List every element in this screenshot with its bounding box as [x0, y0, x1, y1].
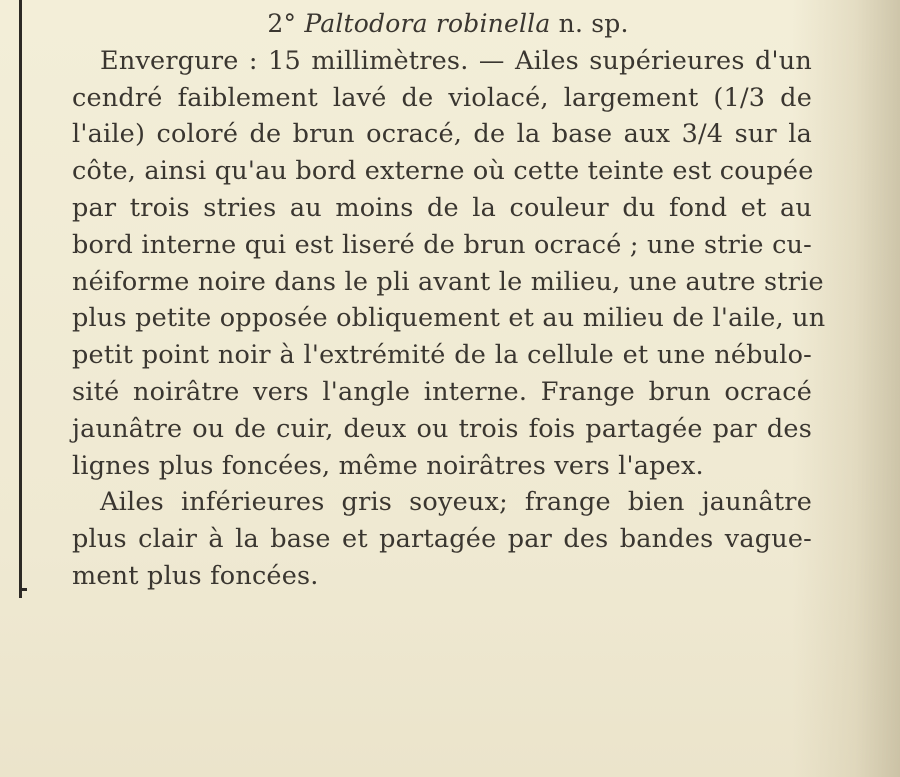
text-line: jaunâtre ou de cuir, deux ou trois fois partagée par des	[72, 413, 812, 444]
text-block	[44, 6, 826, 595]
paragraph-forewings	[44, 43, 826, 485]
heading-species-name: Paltodora robinella	[304, 9, 551, 38]
text-line: par trois stries au moins de la couleur du fond et au	[72, 192, 812, 223]
heading-number: 2°	[267, 9, 297, 38]
left-margin-rule-tick	[19, 588, 27, 591]
text-line: ment plus foncées.	[72, 560, 319, 591]
left-margin-rule	[19, 0, 22, 598]
text-line: lignes plus foncées, même noirâtres vers l'apex.	[72, 450, 704, 481]
text-line: néiforme noire dans le pli avant le milieu, une autre strie	[72, 266, 824, 297]
species-heading	[44, 6, 812, 43]
paragraph-hindwings	[44, 484, 812, 594]
text-line: cendré faiblement lavé de violacé, largement (1/3 de	[72, 82, 812, 113]
heading-suffix: n. sp.	[558, 9, 629, 38]
text-line: côte, ainsi qu'au bord externe où cette teinte est coupée	[72, 156, 814, 187]
text-line: plus petite opposée obliquement et au milieu de l'aile, un	[72, 303, 826, 334]
text-line: sité noirâtre vers l'angle interne. Frange brun ocracé	[72, 376, 812, 407]
text-line: plus clair à la base et partagée par des bandes vague-	[72, 524, 812, 555]
text-line: bord interne qui est liseré de brun ocracé ; une strie cu-	[72, 229, 812, 260]
text-line: l'aile) coloré de brun ocracé, de la base aux 3/4 sur la	[72, 119, 812, 150]
text-line: petit point noir à l'extrémité de la cellule et une nébulo-	[72, 340, 812, 371]
text-line: Envergure : 15 millimètres. — Ailes supérieures d'un	[100, 45, 812, 76]
text-line: Ailes inférieures gris soyeux; frange bien jaunâtre	[100, 487, 812, 518]
